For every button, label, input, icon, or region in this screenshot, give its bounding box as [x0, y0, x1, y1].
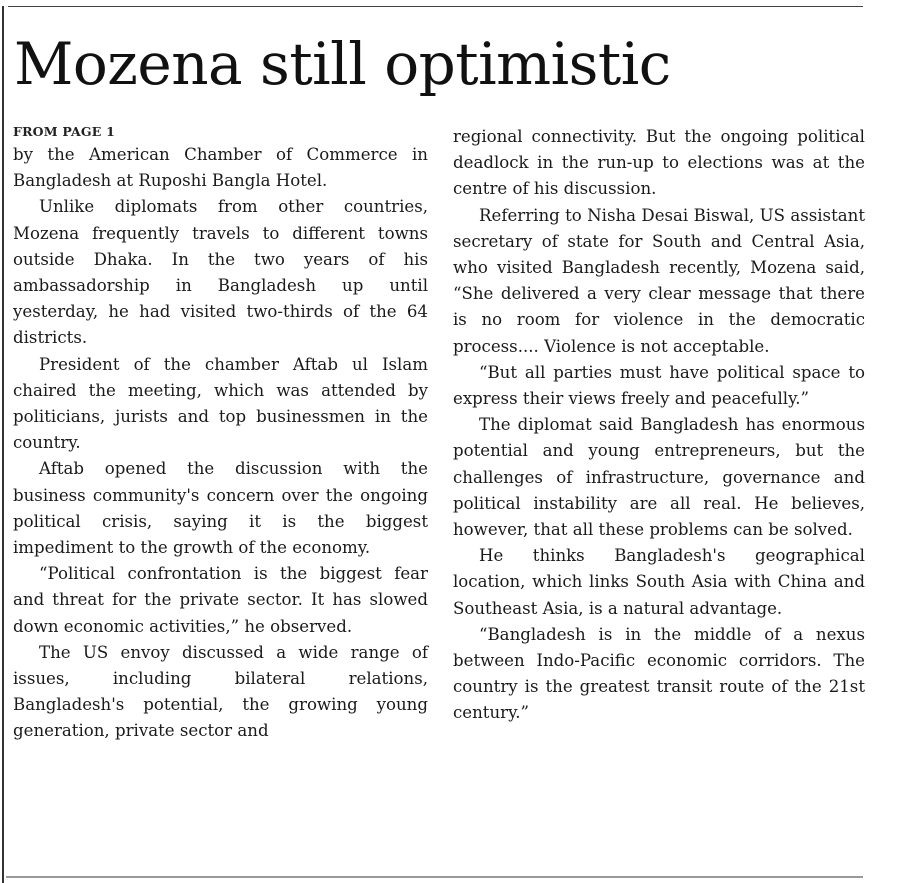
- paragraph: Referring to Nisha Desai Biswal, US assistant secretary of state for South and Central Asia, who visited Bangladesh recently, Mozena said, “She delivered a very clear message that there is no room for violence in the democratic process.... Violence is not acceptable.: [453, 205, 865, 356]
- left-rule: [2, 6, 4, 883]
- headline: Mozena still optimistic: [14, 30, 671, 98]
- paragraph: The US envoy discussed a wide range of issues, including bilateral relations, Bangladesh's potential, the growing young generation, private sector and: [13, 642, 428, 741]
- paragraph: The diplomat said Bangladesh has enormous potential and young entrepreneurs, but the challenges of infrastructure, governance and political instability are all real. He believes, however, that all these problems can be solved.: [453, 415, 865, 540]
- bottom-rule: [6, 876, 863, 878]
- paragraph: regional connectivity. But the ongoing political deadlock in the run-up to elections was at the centre of his discussion.: [453, 127, 865, 199]
- paragraph: “But all parties must have political space to express their views freely and peacefully.”: [453, 362, 865, 409]
- paragraph: “Bangladesh is in the middle of a nexus between Indo-Pacific economic corridors. The country is the greatest transit route of the 21st century.”: [453, 624, 865, 723]
- paragraph: Aftab opened the discussion with the business community's concern over the ongoing political crisis, saying it is the biggest impediment to the growth of the economy.: [13, 459, 428, 558]
- paragraph: Unlike diplomats from other countries, Mozena frequently travels to different towns outside Dhaka. In the two years of his ambassadorship in Bangladesh up until yesterday, he had visited two-thirds of the 64 districts.: [13, 197, 428, 348]
- left-column: [13, 122, 428, 745]
- top-rule: [8, 6, 863, 7]
- paragraph: by the American Chamber of Commerce in Bangladesh at Ruposhi Bangla Hotel.: [13, 145, 428, 191]
- kicker: FROM PAGE 1: [13, 124, 115, 139]
- paragraph: He thinks Bangladesh's geographical location, which links South Asia with China and Southeast Asia, is a natural advantage.: [453, 546, 865, 618]
- paragraph: “Political confrontation is the biggest fear and threat for the private sector. It has slowed down economic activities,” he observed.: [13, 564, 428, 636]
- right-column: [453, 124, 865, 727]
- paragraph: President of the chamber Aftab ul Islam chaired the meeting, which was attended by politicians, jurists and top businessmen in the country.: [13, 354, 428, 453]
